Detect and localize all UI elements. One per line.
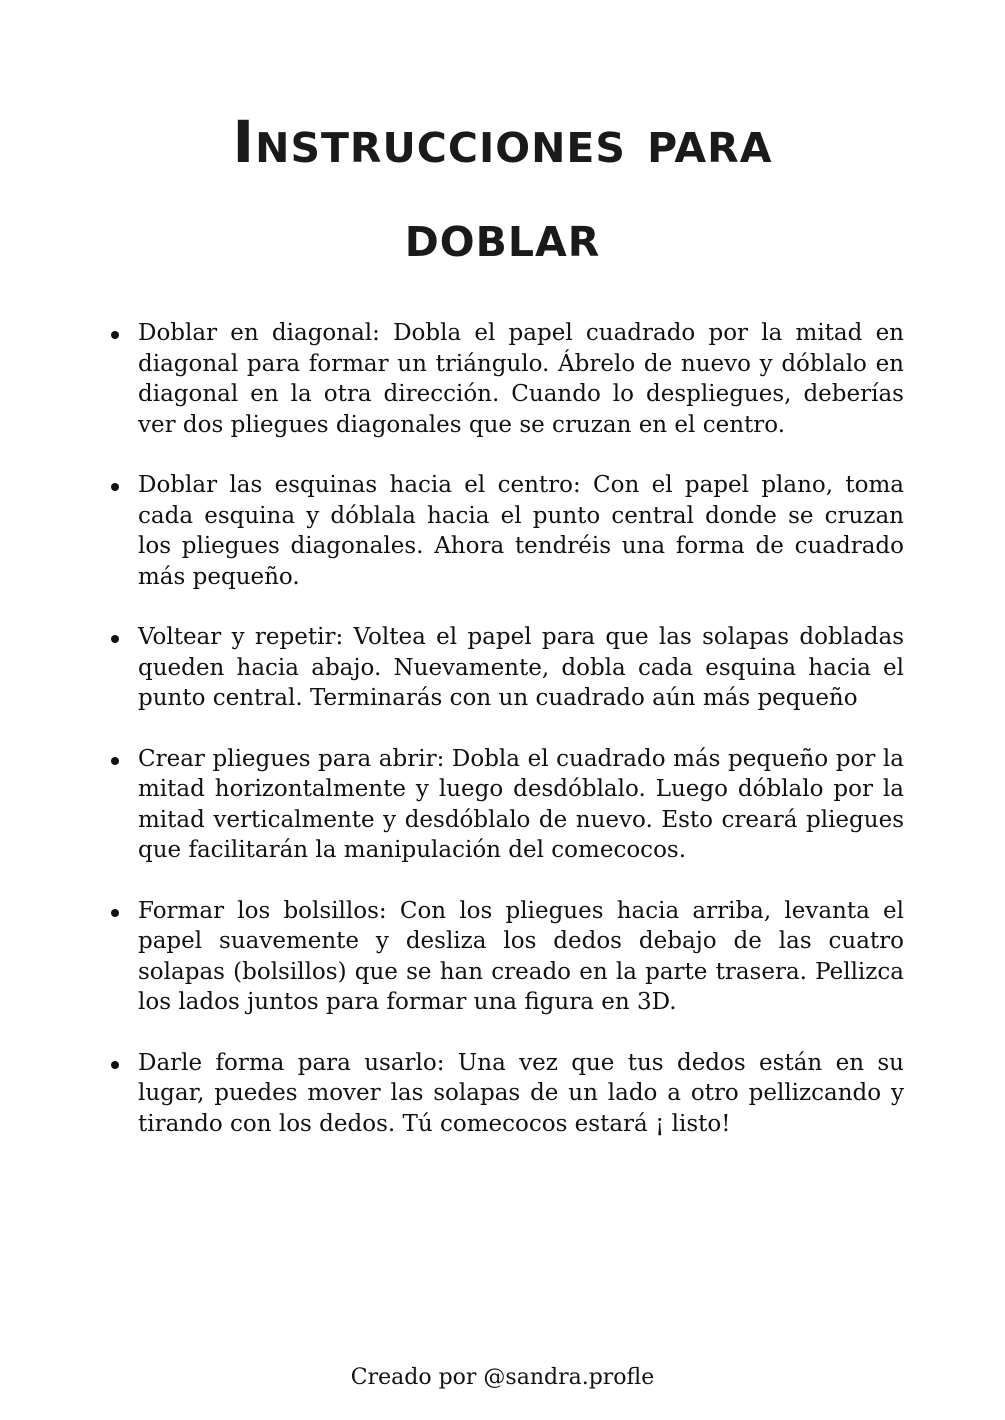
- list-item: [108, 622, 904, 714]
- bullet-icon: [111, 635, 119, 643]
- step-text: Voltear y repetir: Voltea el papel para que las solapas dobladas queden hacia abajo. Nuevamente, dobla cada esquina hacia el punto central. Terminarás con un cuadrado aún más pequeño: [138, 624, 904, 711]
- list-item: [108, 470, 904, 592]
- bullet-icon: [111, 331, 119, 339]
- list-item: [108, 1048, 904, 1140]
- bullet-icon: [111, 1061, 119, 1069]
- bullet-icon: [111, 909, 119, 917]
- list-item: [108, 744, 904, 866]
- step-text: Darle forma para usarlo: Una vez que tus dedos están en su lugar, puedes mover las solapas de un lado a otro pellizcando y tirando con los dedos. Tú comecocos estará ¡ listo!: [138, 1049, 904, 1137]
- instruction-list: [108, 318, 904, 1169]
- footer-credit: Creado por @sandra.profle: [350, 1365, 655, 1390]
- page-title: [0, 95, 1005, 283]
- list-item: [108, 896, 904, 1018]
- bullet-icon: [111, 483, 119, 491]
- title-line-1: Instrucciones para: [232, 108, 773, 176]
- step-text: Crear pliegues para abrir: Dobla el cuadrado más pequeño por la mitad horizontalmente y luego desdóblalo. Luego dóblalo por la mitad verticalmente y desdóblalo de nuevo. Esto creará pliegues que facilitarán la manipulación del comecocos.: [138, 745, 904, 863]
- title-line-2: doblar: [404, 202, 601, 270]
- step-text: Doblar en diagonal: Dobla el papel cuadrado por la mitad en diagonal para formar un triángulo. Ábrelo de nuevo y dóblalo en diagonal en la otra dirección. Cuando lo despliegues, deberías ver dos pliegues diagonales que se cruzan en el centro.: [138, 320, 904, 438]
- step-text: Doblar las esquinas hacia el centro: Con el papel plano, toma cada esquina y dóblala hacia el punto central donde se cruzan los pliegues diagonales. Ahora tendréis una forma de cuadrado más pequeño.: [138, 472, 904, 590]
- list-item: [108, 318, 904, 440]
- step-text: Formar los bolsillos: Con los pliegues hacia arriba, levanta el papel suavemente y desliza los dedos debajo de las cuatro solapas (bolsillos) que se han creado en la parte trasera. Pellizca los lados juntos para formar una figura en 3D.: [138, 897, 904, 1015]
- bullet-icon: [111, 757, 119, 765]
